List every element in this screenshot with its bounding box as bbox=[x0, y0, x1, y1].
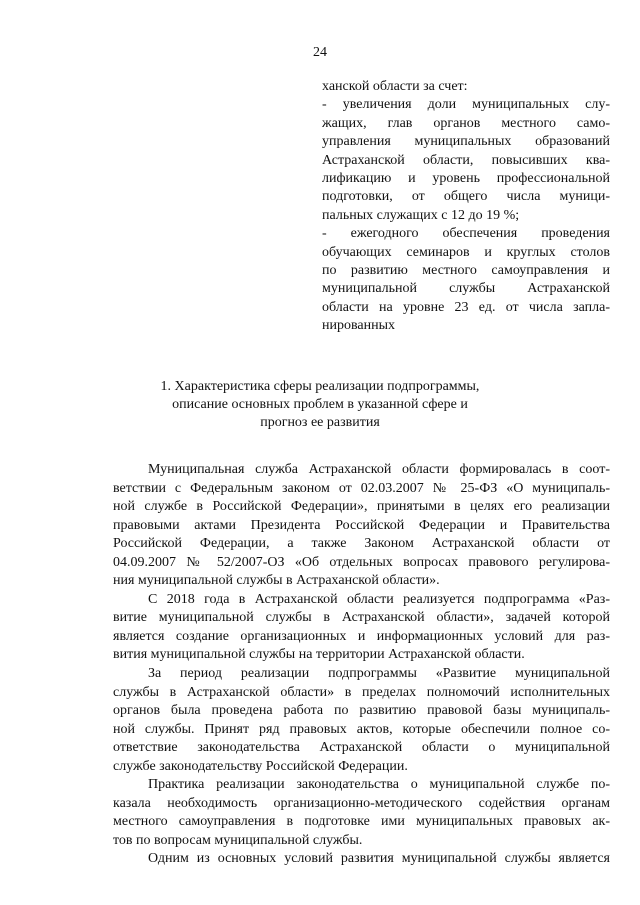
page-number: 24 bbox=[313, 45, 327, 60]
body-line: Российской Федерации, а также Законом Астраханской области от bbox=[113, 536, 610, 552]
right-column-line: жащих, глав органов местного само- bbox=[322, 115, 610, 131]
body-line: ной службы. Принят ряд правовых актов, которые обеспечили полное со- bbox=[113, 721, 610, 737]
body-line: За период реализации подпрограммы «Развитие муниципальной bbox=[148, 666, 610, 682]
body-line: Практика реализации законодательства о муниципальной службе по- bbox=[148, 777, 610, 793]
body-line: С 2018 года в Астраханской области реализуется подпрограмма «Раз- bbox=[148, 591, 610, 607]
body-line: ной службе в Российской Федерации», принятыми в целях его реализации bbox=[113, 499, 610, 515]
right-column-line: - ежегодного обеспечения проведения bbox=[322, 226, 610, 242]
right-column-line: по развитию местного самоуправления и bbox=[322, 263, 610, 279]
right-column-line: Астраханской области, повысивших ква- bbox=[322, 152, 610, 168]
right-column-line: управления муниципальных образований bbox=[322, 134, 610, 150]
body-line: витие муниципальной службы в Астраханской области», задачей которой bbox=[113, 610, 610, 626]
body-line: правовыми актами Президента Российской Федерации и Правительства bbox=[113, 517, 610, 533]
body-line: 04.09.2007 № 52/2007-ОЗ «Об отдельных вопросах правового регулирова- bbox=[113, 554, 610, 570]
body-line: казала необходимость организационно-методического содействия органам bbox=[113, 795, 610, 811]
section-heading-line: описание основных проблем в указанной сфере и bbox=[172, 397, 468, 412]
body-line: службе законодательству Российской Федерации. bbox=[113, 758, 408, 774]
body-line: ния муниципальной службы в Астраханской области». bbox=[113, 573, 440, 589]
body-line: ответствие законодательства Астраханской области о муниципальной bbox=[113, 740, 610, 756]
body-line: службы в Астраханской области» в пределах полномочий исполнительных bbox=[113, 684, 610, 700]
right-column-line: нированных bbox=[322, 318, 396, 334]
body-line: ветствии с Федеральным законом от 02.03.2007 № 25-ФЗ «О муниципаль- bbox=[113, 480, 610, 496]
body-line: местного самоуправления в подготовке ими муниципальных правовых ак- bbox=[113, 814, 610, 830]
body-line: органов была проведена работа по развитию правовой базы муниципаль- bbox=[113, 703, 610, 719]
right-column-line: ханской области за счет: bbox=[322, 79, 468, 94]
body-line: вития муниципальной службы на территории Астраханской области. bbox=[113, 647, 525, 663]
body-line: Муниципальная служба Астраханской области формировалась в соот- bbox=[148, 462, 610, 477]
right-column-line: подготовки, от общего числа муници- bbox=[322, 189, 610, 205]
body-text bbox=[113, 461, 610, 869]
right-column-line: пальных служащих с 12 до 19 %; bbox=[322, 207, 520, 223]
right-column-line: муниципальной службы Астраханской bbox=[322, 281, 610, 297]
section-heading-line: прогноз ее развития bbox=[260, 415, 380, 430]
body-line: Одним из основных условий развития муниципальной службы является bbox=[148, 851, 610, 867]
body-line: является создание организационных и информационных условий для раз- bbox=[113, 628, 610, 644]
section-heading bbox=[120, 378, 520, 432]
section-heading-line: 1. Характеристика сферы реализации подпрограммы, bbox=[160, 379, 480, 394]
right-column-line: области на уровне 23 ед. от числа запла- bbox=[322, 299, 610, 315]
right-column-line: - увеличения доли муниципальных слу- bbox=[322, 97, 610, 113]
right-column-line: лификацию и уровень профессиональной bbox=[322, 171, 610, 187]
right-column-line: обучающих семинаров и круглых столов bbox=[322, 244, 610, 260]
right-column-text bbox=[322, 78, 610, 336]
body-line: тов по вопросам муниципальной службы. bbox=[113, 832, 363, 848]
